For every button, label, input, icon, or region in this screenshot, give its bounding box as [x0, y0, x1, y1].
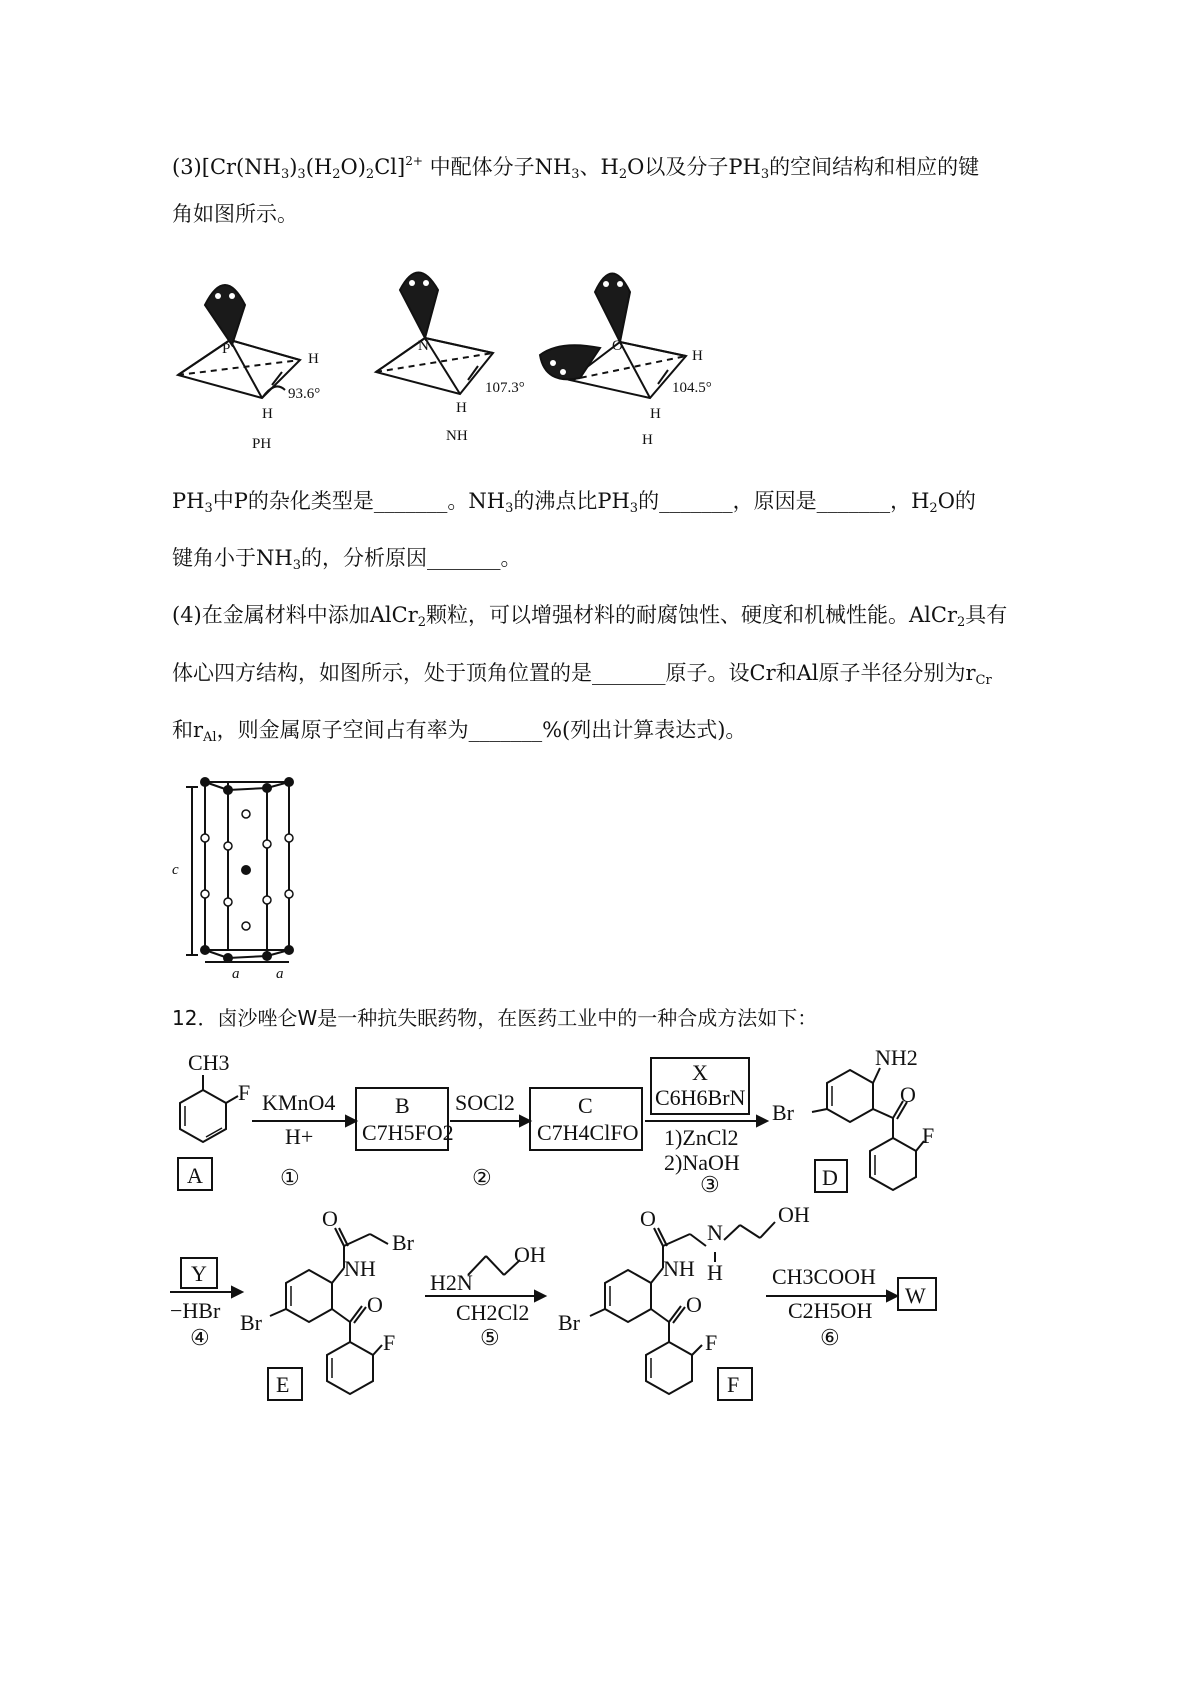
- f-o2: O: [686, 1292, 702, 1317]
- ph3-center: P: [222, 341, 231, 357]
- ph3-h-right: H: [308, 351, 319, 367]
- e-o: O: [322, 1206, 338, 1231]
- f-n: N: [707, 1220, 723, 1245]
- q12-title: 12．卤沙唑仑W是一种抗失眠药物，在医药工业中的一种合成方法如下：: [172, 1006, 818, 1030]
- label-b: B: [395, 1093, 410, 1118]
- d-br: Br: [772, 1100, 794, 1125]
- reagent-naoh: 2)NaOH: [664, 1150, 740, 1175]
- a-ch3: CH3: [188, 1050, 230, 1075]
- nh3-label: NH: [446, 428, 468, 444]
- step-5: ⑤: [480, 1325, 500, 1350]
- label-c: C: [578, 1093, 593, 1118]
- cell-label-a2: a: [276, 966, 284, 982]
- ph3-angle: 93.6°: [288, 386, 321, 402]
- reagent-zncl2: 1)ZnCl2: [664, 1125, 739, 1150]
- nh3-center: N: [418, 338, 429, 354]
- e-o2: O: [367, 1292, 383, 1317]
- q3-ask-line2: 键角小于$NH_3$的，分析原因_______。: [172, 546, 522, 573]
- formula-c: C7H4ClFO: [537, 1120, 639, 1145]
- reagent-ch3cooh: CH3COOH: [772, 1264, 876, 1289]
- q3-line2: 角如图所示。: [172, 202, 298, 226]
- nh3-h-bottom: H: [456, 400, 467, 416]
- f-br: Br: [558, 1310, 580, 1335]
- d-f: F: [922, 1123, 935, 1148]
- step-1: ①: [280, 1165, 300, 1190]
- q4-line2: 体心四方结构，如图所示，处于顶角位置的是_______原子。设Cr和Al原子半径分别为$r_{Cr}$: [172, 661, 992, 688]
- label-w: W: [905, 1283, 926, 1308]
- a-f: F: [238, 1080, 251, 1105]
- ring-d-top: [827, 1070, 873, 1122]
- d-nh2: NH2: [875, 1045, 918, 1070]
- q3-line1: $(3)[Cr(NH_3)_3(H_2O)_2Cl]^{2+}$ 中配体分子$NH_3$、$H_2O$以及分子$PH_3$的空间结构和相应的键: [172, 154, 980, 182]
- label-a: A: [187, 1163, 203, 1188]
- reagent-socl2: SOCl2: [455, 1090, 515, 1115]
- reagent-kmno4: KMnO4: [262, 1090, 336, 1115]
- step-3: ③: [700, 1172, 720, 1197]
- ph3-label: PH: [252, 436, 272, 452]
- h2o-center: O: [612, 338, 623, 354]
- reagent-h-plus: H+: [285, 1124, 314, 1149]
- q3-ask-line1: $PH_3$中P的杂化类型是_______。$NH_3$的沸点比$PH_3$的_______，原因是_______，$H_2O$的: [172, 489, 976, 516]
- f-nh: NH: [663, 1256, 695, 1281]
- ring-e-top: [286, 1270, 332, 1322]
- step-2: ②: [472, 1165, 492, 1190]
- q4-line1: (4)在金属材料中添加AlCr$_2$颗粒，可以增强材料的耐腐蚀性、硬度和机械性能。AlCr$_2$具有: [172, 603, 1008, 630]
- f-oh: OH: [778, 1202, 810, 1227]
- reagent-ch2cl2: CH2Cl2: [456, 1300, 530, 1325]
- e-br: Br: [392, 1230, 414, 1255]
- reagent-hbr: −HBr: [170, 1298, 221, 1323]
- h2o-angle: 104.5°: [672, 380, 712, 396]
- e-br2: Br: [240, 1310, 262, 1335]
- cell-label-c: c: [172, 862, 179, 878]
- ring-d-bot: [870, 1138, 916, 1190]
- step-6: ⑥: [820, 1325, 840, 1350]
- formula-x: C6H6BrN: [655, 1085, 746, 1110]
- f-o: O: [640, 1206, 656, 1231]
- label-e: E: [276, 1372, 290, 1397]
- reagent-c2h5oh: C2H5OH: [788, 1298, 873, 1323]
- q4-line3: 和$r_{Al}$，则金属原子空间占有率为_______%(列出计算表达式)。: [172, 718, 747, 745]
- e-f: F: [383, 1330, 396, 1355]
- ring-f-top: [605, 1270, 651, 1322]
- label-d: D: [822, 1165, 838, 1190]
- h2o-h-bottom: H: [650, 406, 661, 422]
- ph3-h-bottom: H: [262, 406, 273, 422]
- d-o: O: [900, 1082, 916, 1107]
- reagent-h2n: H2N: [430, 1270, 473, 1295]
- cell-label-a1: a: [232, 966, 240, 982]
- f-h: H: [707, 1260, 723, 1285]
- ring-f-bot: [646, 1342, 692, 1394]
- h2o-label: H: [642, 432, 653, 448]
- reagent-oh: OH: [514, 1242, 546, 1267]
- label-x: X: [692, 1060, 708, 1085]
- e-nh: NH: [344, 1256, 376, 1281]
- label-f: F: [727, 1372, 740, 1397]
- step-4: ④: [190, 1325, 210, 1350]
- ring-e-bot: [327, 1342, 373, 1394]
- formula-b: C7H5FO2: [362, 1120, 454, 1145]
- nh3-angle: 107.3°: [485, 380, 525, 396]
- h2o-h-right: H: [692, 348, 703, 364]
- f-f: F: [705, 1330, 718, 1355]
- label-y: Y: [191, 1261, 207, 1286]
- ring-a: [180, 1090, 226, 1142]
